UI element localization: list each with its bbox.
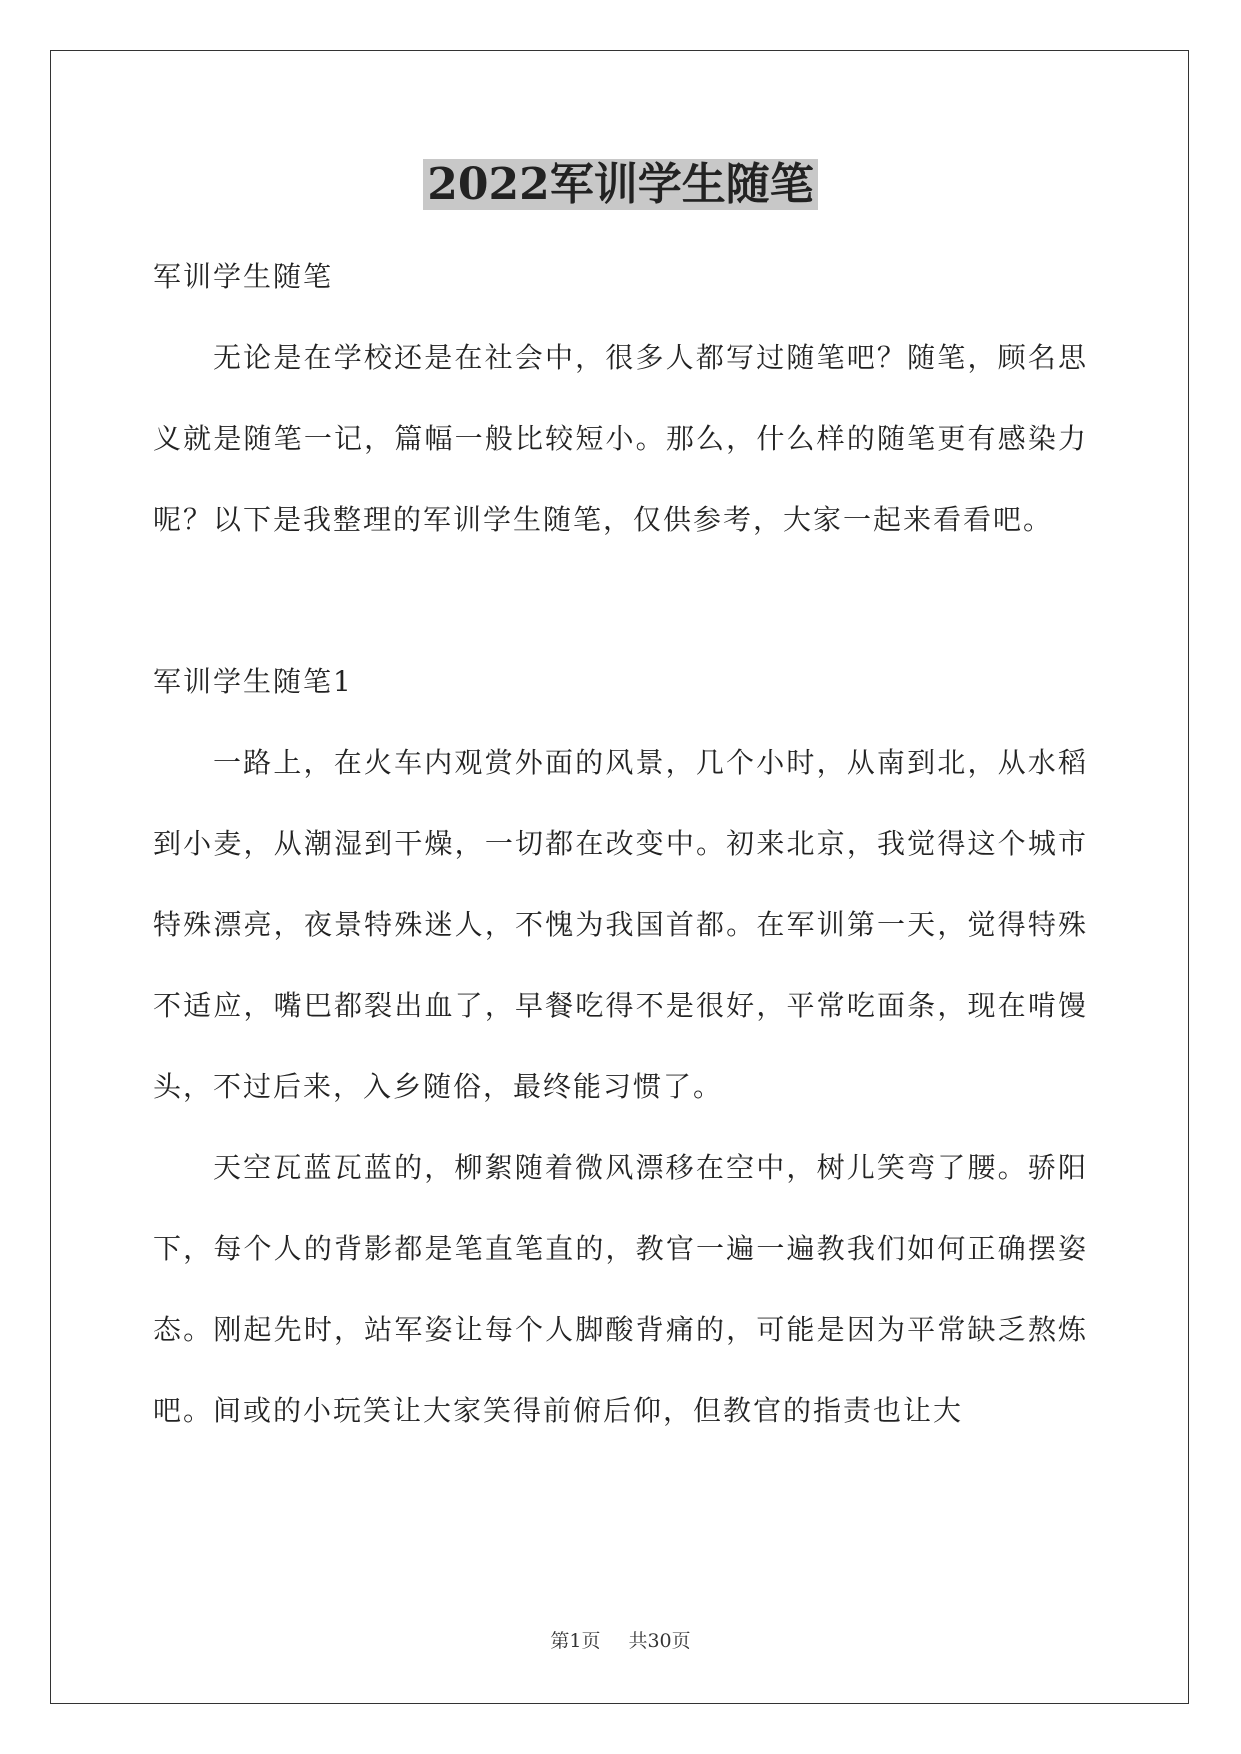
page-number: 第1页 [550, 1630, 601, 1652]
document-subtitle: 军训学生随笔 [153, 260, 334, 293]
document-title-text: 2022军训学生随笔 [423, 159, 817, 210]
body-paragraph-2: 天空瓦蓝瓦蓝的，柳絮随着微风漂移在空中，树儿笑弯了腰。骄阳下，每个人的背影都是笔直笔直的，教官一遍一遍教我们如何正确摆姿态。刚起先时，站军姿让每个人脚酸背痛的，可能是因为平常缺乏熬炼吧。间或的小玩笑让大家笑得前俯后仰，但教官的指责也让大 [153, 1151, 1088, 1427]
page-footer [0, 1626, 1241, 1656]
page-total: 共30页 [628, 1630, 691, 1652]
section-heading: 军训学生随笔1 [153, 665, 353, 698]
document-title [0, 150, 1241, 220]
paragraph-spacer [153, 560, 1088, 641]
document-body [153, 236, 1088, 1451]
body-paragraph-1: 一路上，在火车内观赏外面的风景，几个小时，从南到北，从水稻到小麦，从潮湿到干燥，一切都在改变中。初来北京，我觉得这个城市特殊漂亮，夜景特殊迷人，不愧为我国首都。在军训第一天，觉得特殊不适应，嘴巴都裂出血了，早餐吃得不是很好，平常吃面条，现在啃馒头，不过后来，入乡随俗，最终能习惯了。 [153, 746, 1088, 1103]
intro-paragraph: 无论是在学校还是在社会中，很多人都写过随笔吧？随笔，顾名思义就是随笔一记，篇幅一般比较短小。那么，什么样的随笔更有感染力呢？以下是我整理的军训学生随笔，仅供参考，大家一起来看看吧。 [153, 341, 1088, 536]
